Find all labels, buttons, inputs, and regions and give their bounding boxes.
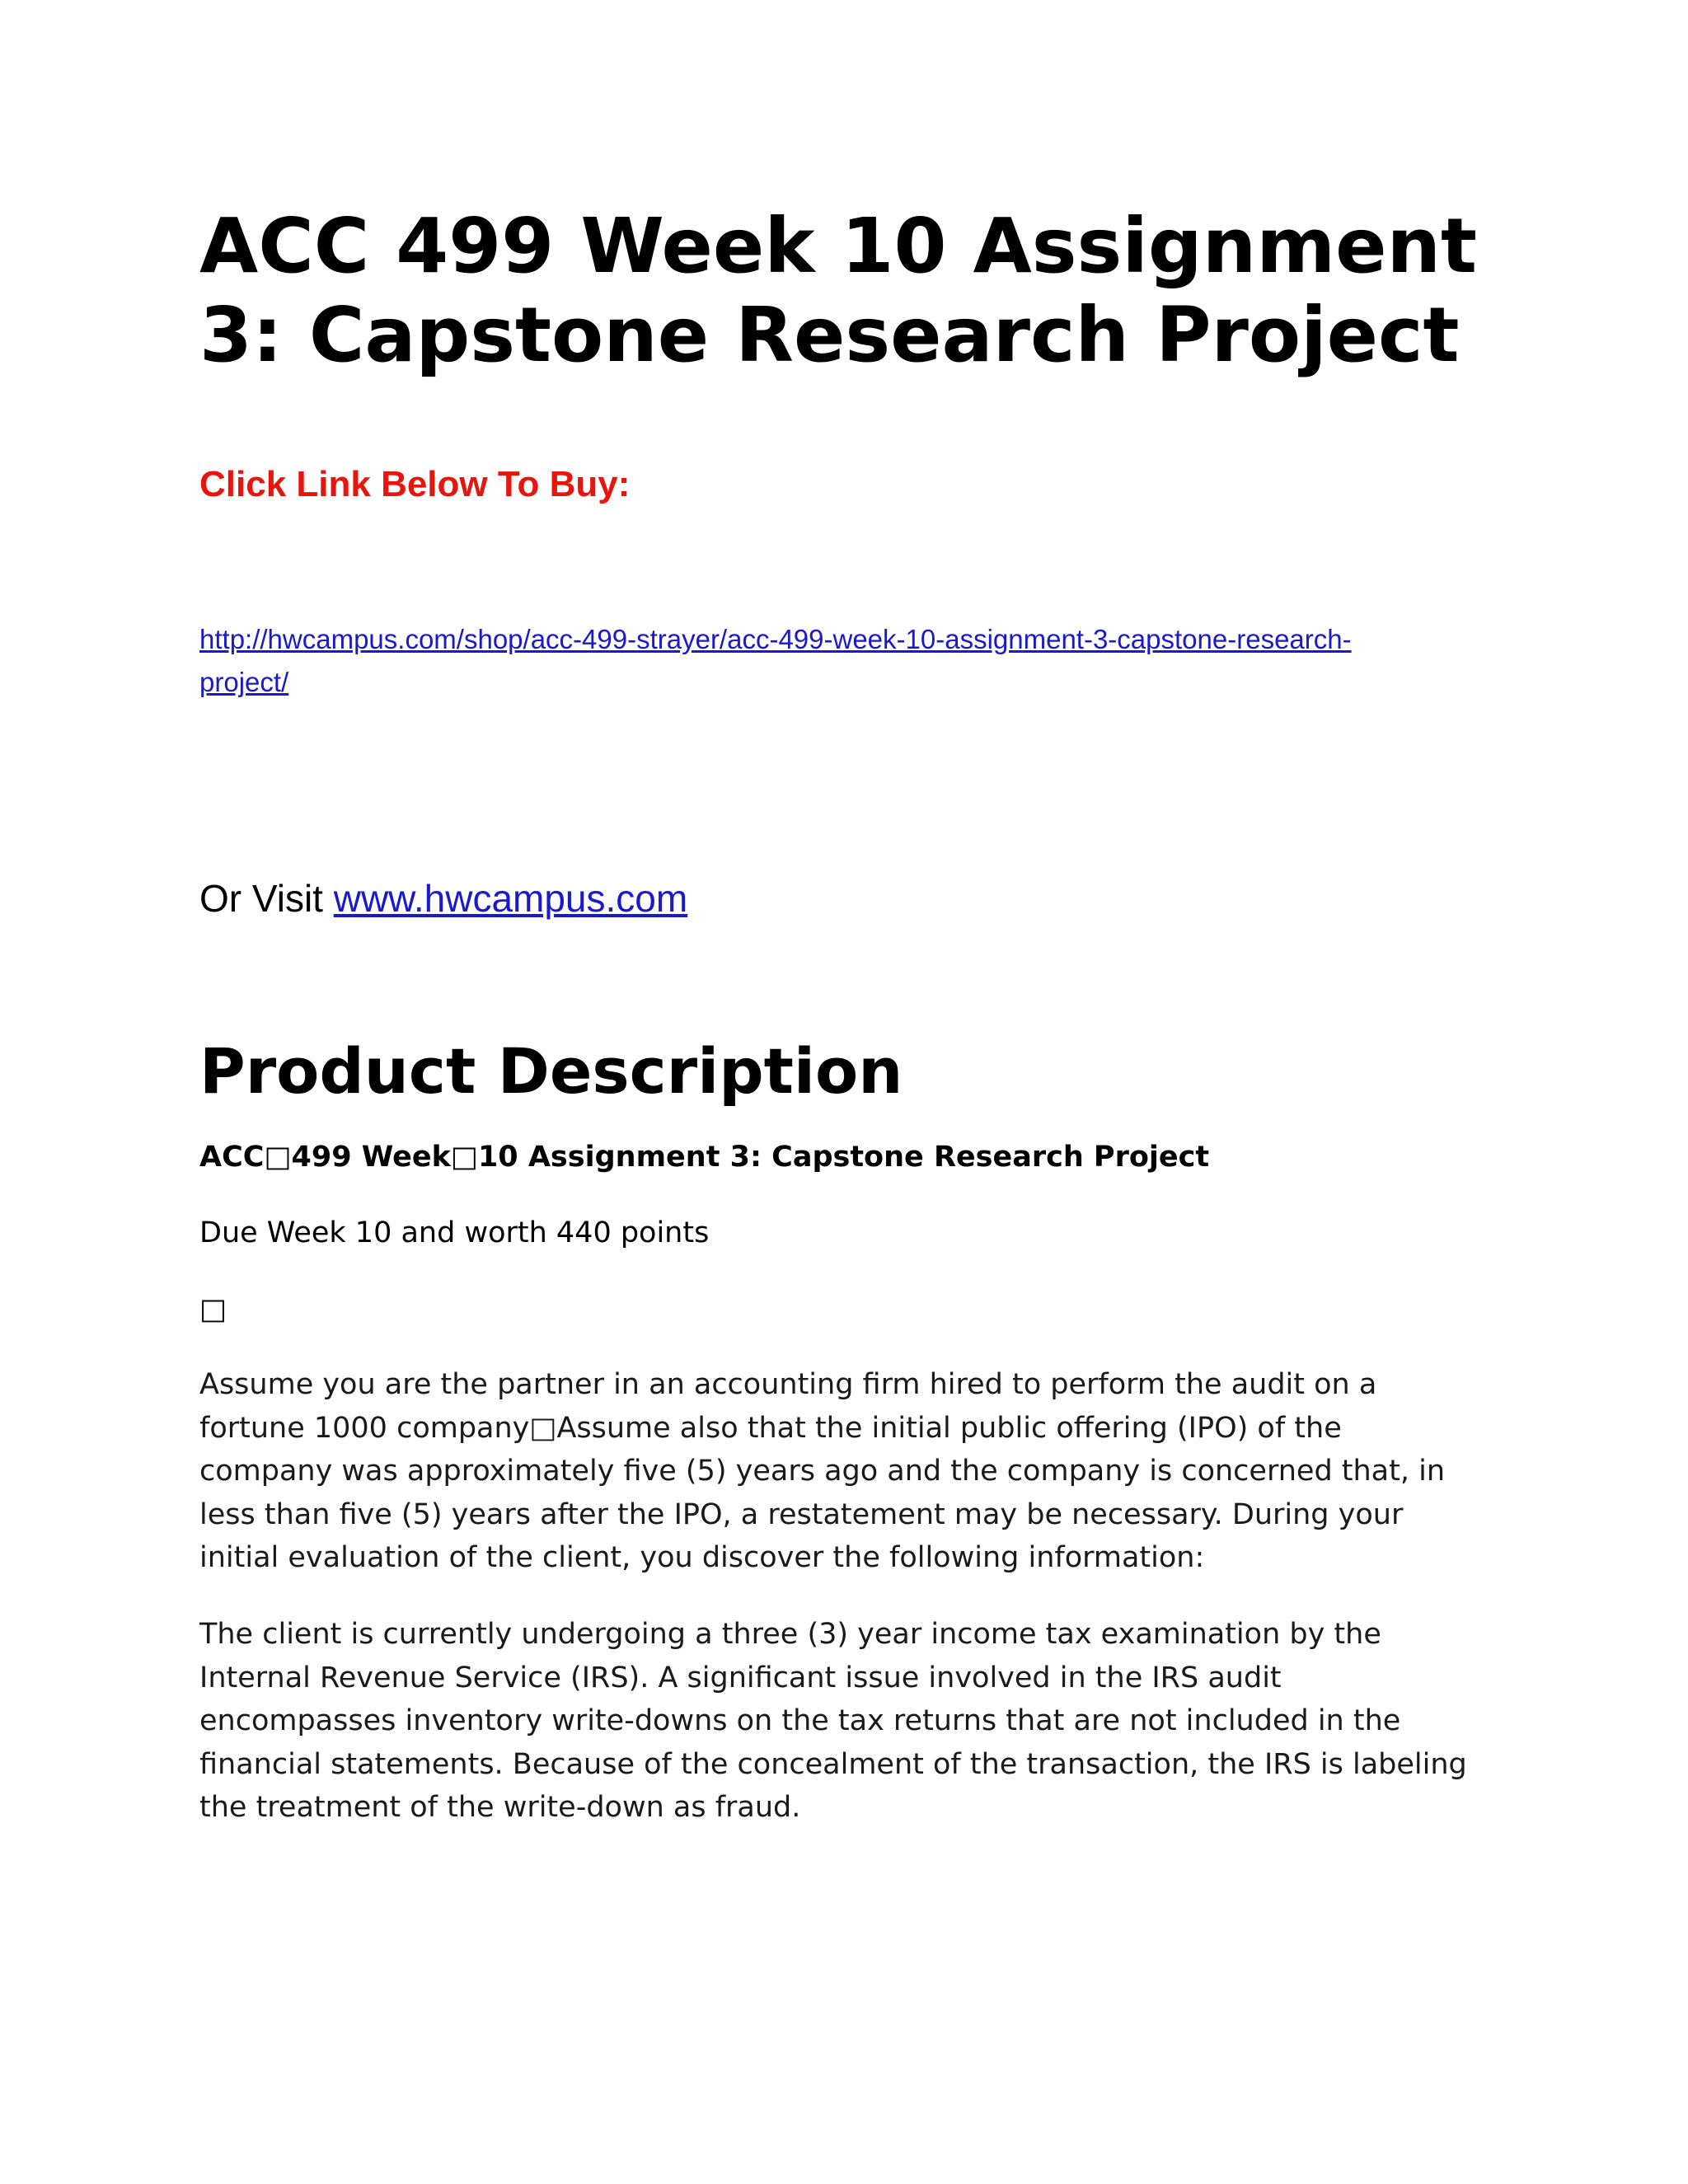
visit-line	[199, 874, 687, 923]
buy-label: Click Link Below To Buy:	[199, 464, 631, 504]
paragraph-1	[199, 1363, 1518, 1580]
paragraph-2-line: encompasses inventory write-downs on the tax returns that are not included in the	[199, 1704, 1401, 1737]
paragraph-2-line: The client is currently undergoing a three (3) year income tax examination by the	[199, 1618, 1381, 1651]
paragraph-1-line: less than five (5) years after the IPO, a restatement may be necessary. During your	[199, 1497, 1404, 1531]
paragraph-2-line: financial statements. Because of the concealment of the transaction, the IRS is labeling	[199, 1747, 1467, 1781]
paragraph-2-line: the treatment of the write-down as fraud.	[199, 1791, 801, 1824]
buy-link-line-1: http://hwcampus.com/shop/acc-499-strayer/acc-499-week-10-assignment-3-capstone-research-	[199, 624, 1352, 654]
buy-link[interactable]	[199, 624, 1352, 697]
product-name: ACC□499 Week□10 Assignment 3: Capstone Research Project	[199, 1141, 1210, 1174]
visit-prefix: Or Visit	[199, 877, 334, 920]
document-title	[199, 202, 1518, 380]
paragraph-1-line: initial evaluation of the client, you discover the following information:	[199, 1541, 1205, 1574]
title-line-1: ACC 499 Week 10 Assignment	[199, 202, 1477, 290]
visit-link[interactable]: www.hwcampus.com	[333, 877, 688, 920]
paragraph-1-line: Assume you are the partner in an accounting firm hired to perform the audit on a	[199, 1368, 1377, 1401]
placeholder-box: □	[199, 1293, 227, 1326]
buy-link-line-2: project/	[199, 667, 289, 697]
title-line-2: 3: Capstone Research Project	[199, 291, 1460, 379]
description-heading: Product Description	[199, 1034, 903, 1108]
paragraph-2-line: Internal Revenue Service (IRS). A significant issue involved in the IRS audit	[199, 1661, 1282, 1694]
paragraph-2	[199, 1613, 1518, 1830]
paragraph-1-line: company was approximately five (5) years ago and the company is concerned that, in	[199, 1455, 1446, 1488]
paragraph-1-line: fortune 1000 company□Assume also that the initial public offering (IPO) of the	[199, 1411, 1342, 1445]
buy-link-block	[199, 618, 1485, 704]
due-line: Due Week 10 and worth 440 points	[199, 1216, 710, 1249]
